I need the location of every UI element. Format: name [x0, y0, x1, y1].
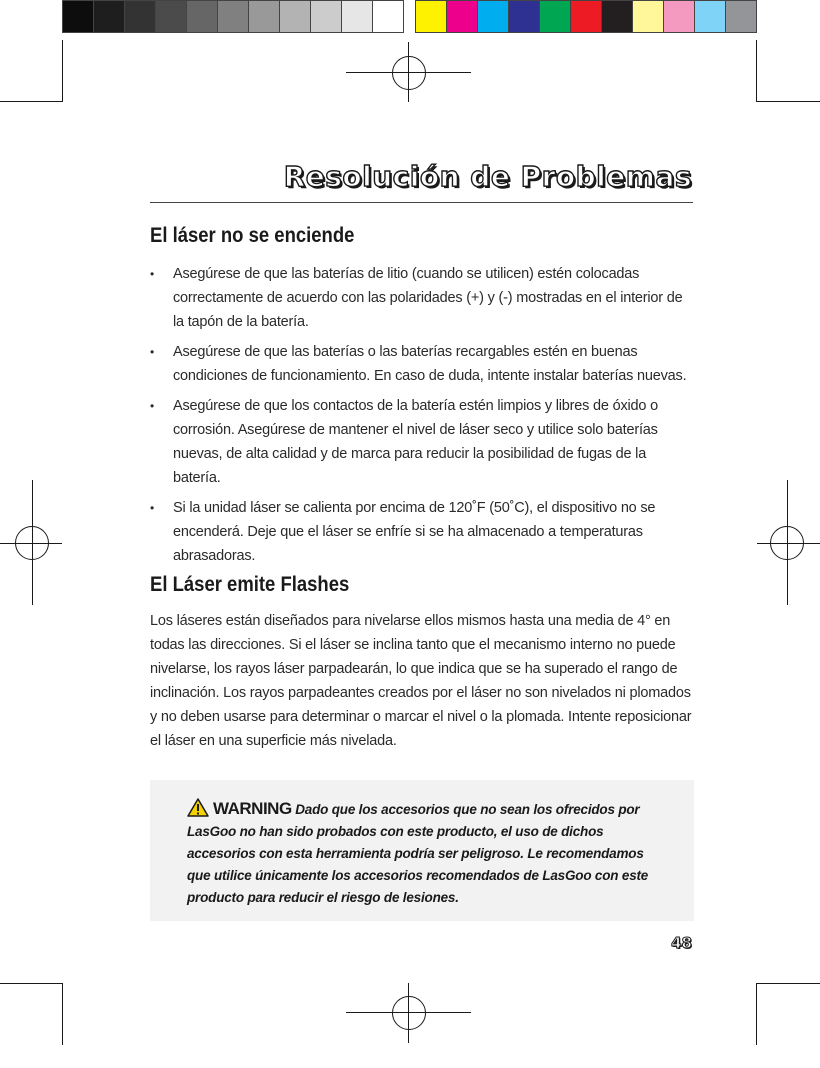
color-swatch — [187, 0, 218, 33]
section-laser-not-turning-on — [150, 224, 695, 574]
color-swatch — [447, 0, 478, 33]
title-divider — [150, 202, 693, 203]
crop-mark — [756, 983, 757, 1045]
crop-mark — [0, 101, 62, 102]
list-item: • Si la unidad láser se calienta por encima de 120˚F (50˚C), el dispositivo no se encenderá. Deje que el láser se enfríe si se ha almacenado a temperaturas abrasadoras. — [150, 496, 695, 568]
registration-circle — [392, 996, 426, 1030]
page-title: Resolución de Problemas — [283, 160, 692, 193]
color-swatch — [633, 0, 664, 33]
section-laser-flashing — [150, 573, 695, 753]
warning-triangle-icon — [187, 798, 209, 817]
warning-box — [150, 780, 694, 921]
color-swatch — [94, 0, 125, 33]
list-item: • Asegúrese de que las baterías o las baterías recargables estén en buenas condiciones de funcionamiento. En caso de duda, intente instalar baterías nuevas. — [150, 340, 695, 388]
warning-content — [187, 798, 657, 909]
color-swatch — [373, 0, 404, 33]
warning-text: Dado que los accesorios que no sean los ofrecidos por LasGoo no han sido probados con este producto, el uso de dichos accesorios con esta herramienta podría ser peligroso. Le recomendamos que utilice únicamente los accesorios recomendados de LasGoo con este producto para reducir el riesgo de lesiones. — [187, 802, 649, 905]
color-swatch — [156, 0, 187, 33]
crop-mark — [62, 983, 63, 1045]
list-item: • Asegúrese de que las baterías de litio (cuando se utilicen) estén colocadas correctamente de acuerdo con las polaridades (+) y (-) mostradas en el interior de la tapón de la batería. — [150, 262, 695, 334]
section-heading: El Láser emite Flashes — [150, 573, 350, 596]
crop-mark — [757, 101, 820, 102]
crop-mark — [756, 40, 757, 102]
color-swatch — [280, 0, 311, 33]
crop-mark — [757, 983, 820, 984]
warning-label: WARNING — [213, 799, 292, 818]
color-swatch — [478, 0, 509, 33]
crop-mark — [0, 983, 62, 984]
color-swatch — [695, 0, 726, 33]
color-swatch — [125, 0, 156, 33]
color-swatch — [415, 0, 447, 33]
color-swatch — [602, 0, 633, 33]
grayscale-calibration-bar — [62, 0, 404, 33]
registration-circle — [392, 56, 426, 90]
registration-circle — [15, 526, 49, 560]
section-heading: El láser no se enciende — [150, 224, 355, 247]
page-number: 48 — [671, 934, 692, 952]
color-swatch — [342, 0, 373, 33]
color-swatch — [249, 0, 280, 33]
color-swatch — [311, 0, 342, 33]
color-swatch — [218, 0, 249, 33]
registration-circle — [770, 526, 804, 560]
color-swatch — [62, 0, 94, 33]
color-swatch — [571, 0, 602, 33]
color-swatch — [664, 0, 695, 33]
list-item: • Asegúrese de que los contactos de la batería estén limpios y libres de óxido o corrosión. Asegúrese de mantener el nivel de láser seco y utilice solo baterías nuevas, de alta calidad y de marca para reducir la posibilidad de fugas de la batería. — [150, 394, 695, 490]
crop-mark — [62, 40, 63, 102]
color-swatch — [509, 0, 540, 33]
color-swatch — [726, 0, 757, 33]
bullet-list — [150, 262, 695, 568]
section-paragraph: Los láseres están diseñados para nivelarse ellos mismos hasta una media de 4° en todas las direcciones. Si el láser se inclina tanto que el mecanismo interno no puede nivelarse, los rayos láser parpadearán, lo que indica que se ha superado el rango de inclinación. Los rayos parpadeantes creados por el láser no son nivelados ni plomados y no deben usarse para determinar o marcar el nivel o la plomada. Intente reposicionar el láser en una superficie más nivelada. — [150, 613, 692, 749]
color-swatch — [540, 0, 571, 33]
color-calibration-bar — [415, 0, 757, 33]
